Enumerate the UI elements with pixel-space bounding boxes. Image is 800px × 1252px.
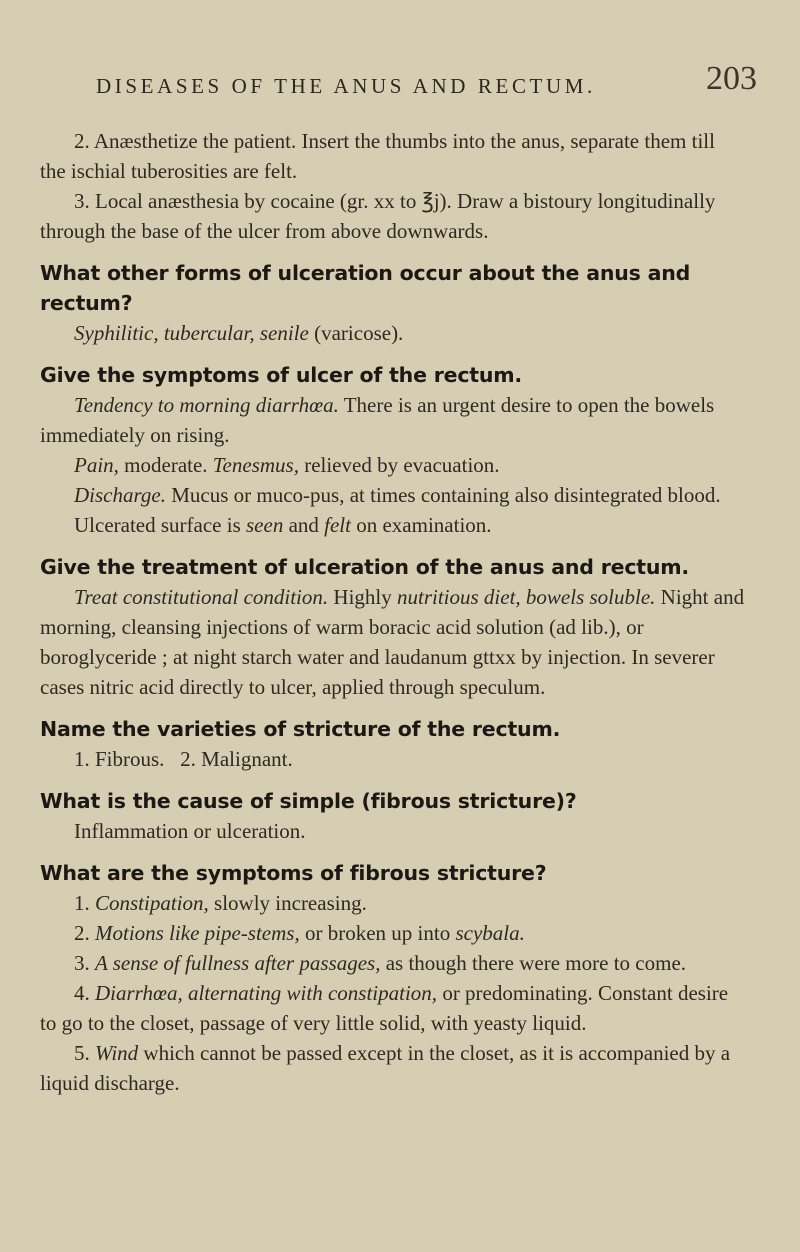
running-header: DISEASES OF THE ANUS AND RECTUM. — [96, 74, 596, 98]
question-stricture-symptoms: What are the symptoms of fibrous stricture? — [40, 861, 547, 885]
question-treatment: Give the treatment of ulceration of the anus and rectum. — [40, 555, 690, 579]
stricture-symptom-5: 5. Wind which cannot be passed except in the closet, as it is accompanied by a liquid discharge. — [40, 1041, 731, 1095]
symptom-ulcerated-surface: Ulcerated surface is seen and felt on examination. — [74, 513, 492, 537]
stricture-symptom-4: 4. Diarrhœa, alternating with constipation, or predominating. Constant desire to go to the closet, passage of very little solid, with yeasty liquid. — [40, 981, 729, 1035]
symptom-discharge: Discharge. Mucus or muco-pus, at times containing also disintegrated blood. — [74, 483, 721, 507]
question-stricture-varieties: Name the varieties of stricture of the rectum. — [40, 717, 561, 741]
answer-other-ulceration: Syphilitic, tubercular, senile (varicose). — [74, 321, 404, 345]
answer-italic: Syphilitic, tubercular, senile — [74, 321, 309, 345]
page-number: 203 — [706, 60, 757, 97]
answer-stricture-varieties: 1. Fibrous. 2. Malignant. — [74, 747, 293, 771]
question-ulcer-symptoms: Give the symptoms of ulcer of the rectum. — [40, 363, 523, 387]
question-stricture-cause: What is the cause of simple (fibrous stricture)? — [40, 789, 577, 813]
answer-treatment: Treat constitutional condition. Highly nutritious diet, bowels soluble. Night and morning, cleansing injections of warm boracic acid solution (ad lib.), or boroglyceride ; at night starch water and laudanum gttxx by injection. In severer cases nitric acid directly to ulcer, applied through speculum. — [40, 585, 745, 699]
stricture-symptom-2: 2. Motions like pipe-stems, or broken up into scybala. — [74, 921, 525, 945]
stricture-symptom-3: 3. A sense of fullness after passages, as though there were more to come. — [74, 951, 687, 975]
page-body — [40, 126, 745, 1098]
paragraph-step-3: 3. Local anæsthesia by cocaine (gr. xx to ℥j). Draw a bistoury longitudinally through the base of the ulcer from above downwards. — [40, 189, 716, 243]
question-other-ulceration: What other forms of ulceration occur about the anus and rectum? — [40, 261, 691, 315]
symptom-diarrhoea: Tendency to morning diarrhœa. There is an urgent desire to open the bowels immediately on rising. — [40, 393, 715, 447]
stricture-symptom-1: 1. Constipation, slowly increasing. — [74, 891, 367, 915]
paragraph-step-2: 2. Anæsthetize the patient. Insert the thumbs into the anus, separate them till the ischial tuberosities are felt. — [40, 129, 715, 183]
symptom-pain: Pain, moderate. Tenesmus, relieved by evacuation. — [74, 453, 500, 477]
answer-stricture-cause: Inflammation or ulceration. — [74, 819, 306, 843]
